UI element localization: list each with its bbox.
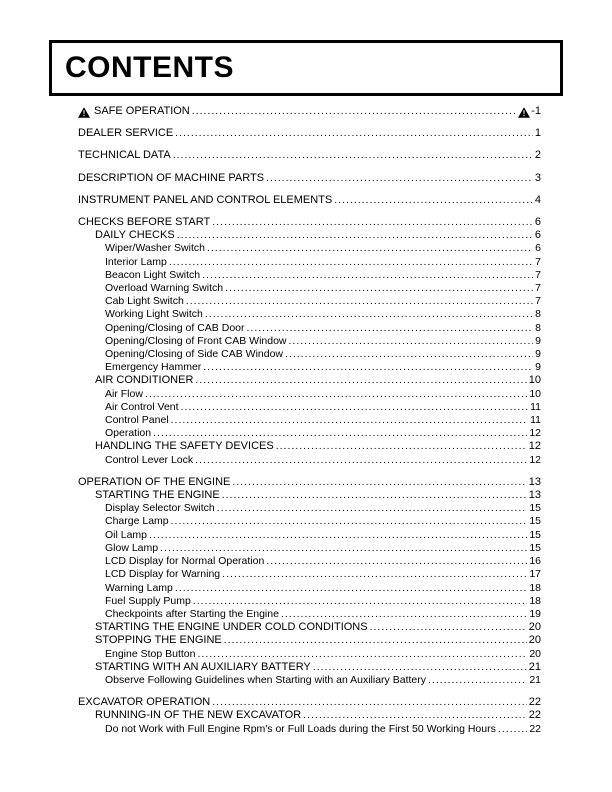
toc-leader-dots [498,723,527,736]
toc-entry-page: 12 [528,440,541,453]
toc-entry-page: 11 [530,414,541,427]
toc-entry [78,648,541,661]
toc-entry [78,661,541,674]
toc-leader-dots [205,308,533,321]
toc-entry-page: 18 [529,594,541,607]
toc-entry [78,454,541,467]
toc-leader-dots [334,194,533,207]
toc-entry [78,476,541,489]
toc-entry-label: Opening/Closing of Side CAB Window [105,348,284,361]
toc-entry-page: 11 [530,400,541,413]
toc-entry [78,555,541,568]
toc-entry-page: 22 [529,722,541,735]
toc-entry-label: HANDLING THE SAFETY DEVICES [95,440,274,453]
toc-entry [78,194,541,207]
toc-leader-dots [217,502,528,515]
toc-entry-label: Glow Lamp [105,541,159,554]
toc-entry [78,216,541,229]
toc-entry-label: SAFE OPERATION [78,105,190,118]
toc-leader-dots [192,105,516,118]
toc-entry-page: 2 [534,149,541,162]
toc-entry-page: 16 [529,555,541,568]
toc-entry-label: Do not Work with Full Engine Rpm's or Full Loads during the First 50 Working Hours [105,722,496,735]
toc-entry-page: -1 [518,105,541,118]
toc-entry-page: 6 [534,216,541,229]
toc-entry [78,542,541,555]
toc-entry [78,595,541,608]
toc-entry [78,229,541,242]
toc-entry-page: 13 [528,489,541,502]
toc-entry-page: 10 [529,387,541,400]
toc-entry-label: Operation [105,427,152,440]
toc-entry-page: 9 [535,334,541,347]
toc-entry [78,502,541,515]
toc-entry [78,489,541,502]
toc-entry-page: 3 [534,171,541,184]
toc-entry [78,374,541,387]
toc-entry-label: Air Control Vent [105,400,179,413]
toc-entry-label: Warning Lamp [105,581,173,594]
toc-leader-dots [171,515,528,528]
toc-entry-label: AIR CONDITIONER [95,374,194,387]
toc-entry [78,348,541,361]
toc-entry [78,621,541,634]
toc-entry-label: Oil Lamp [105,528,148,541]
toc-entry-page: 15 [529,502,541,515]
toc-leader-dots [207,242,533,255]
toc-leader-dots [153,427,527,440]
toc-leader-dots [195,374,526,387]
page-title: CONTENTS [65,51,234,84]
toc-leader-dots [186,295,533,308]
toc-entry [78,172,541,185]
toc-leader-dots [313,661,527,674]
toc-entry-label: STOPPING THE ENGINE [95,634,222,647]
toc-entry-label: CHECKS BEFORE START [78,216,211,229]
toc-leader-dots [289,335,534,348]
toc-entry-page: 6 [534,229,541,242]
toc-entry [78,149,541,162]
toc-leader-dots [173,149,533,162]
toc-entry [78,127,541,140]
toc-entry [78,723,541,736]
toc-entry-label: Cab Light Switch [105,295,184,308]
toc-entry-label: STARTING THE ENGINE UNDER COLD CONDITIONS [95,621,368,634]
toc-leader-dots [232,476,526,489]
toc-entry-label: Control Panel [105,414,169,427]
toc-leader-dots [202,269,533,282]
toc-entry-page: 7 [535,295,541,308]
warning-icon [518,107,530,118]
toc-entry-page: 9 [535,348,541,361]
toc-entry-page: 7 [535,282,541,295]
toc-list [78,105,541,736]
toc-entry [78,242,541,255]
toc-leader-dots [177,229,533,242]
toc-entry [78,634,541,647]
toc-entry-page: 7 [535,255,541,268]
toc-leader-dots [198,648,528,661]
toc-leader-dots [175,582,527,595]
toc-entry-page: 7 [535,268,541,281]
toc-leader-dots [212,216,533,229]
toc-leader-dots [303,709,527,722]
toc-entry [78,529,541,542]
toc-entry [78,568,541,581]
toc-entry-page: 12 [529,427,541,440]
toc-entry [78,361,541,374]
toc-entry-label: DESCRIPTION OF MACHINE PARTS [78,171,265,184]
toc-entry-page: 20 [528,621,541,634]
toc-entry-label: STARTING THE ENGINE [95,489,220,502]
toc-entry-page: 22 [528,709,541,722]
toc-entry-label: TECHNICAL DATA [78,149,171,162]
toc-entry [78,440,541,453]
toc-entry-page: 13 [528,475,541,488]
toc-leader-dots [193,595,528,608]
toc-entry [78,401,541,414]
toc-leader-dots [171,414,528,427]
toc-leader-dots [149,529,527,542]
toc-entry-label: Engine Stop Button [105,647,196,660]
toc-leader-dots [195,454,527,467]
toc-entry-page: 12 [529,453,541,466]
toc-entry [78,515,541,528]
toc-entry-label: LCD Display for Normal Operation [105,555,265,568]
toc-entry-page: 20 [528,634,541,647]
toc-entry-label: Air Flow [105,387,143,400]
toc-entry [78,608,541,621]
toc-entry-label: Beacon Light Switch [105,268,201,281]
toc-leader-dots [247,322,534,335]
toc-leader-dots [266,555,527,568]
toc-entry [78,709,541,722]
toc-entry [78,308,541,321]
toc-entry [78,427,541,440]
toc-leader-dots [203,361,533,374]
toc-entry-label: LCD Display for Warning [105,568,221,581]
toc-entry [78,269,541,282]
toc-entry-label: OPERATION OF THE ENGINE [78,475,231,488]
toc-entry-page: 17 [529,568,541,581]
toc-leader-dots [222,568,527,581]
toc-leader-dots [145,388,527,401]
toc-leader-dots [225,282,533,295]
toc-leader-dots [285,348,533,361]
toc-entry-page: 21 [528,660,541,673]
toc-entry-page: 6 [535,242,541,255]
toc-entry [78,282,541,295]
toc-entry [78,256,541,269]
toc-entry-label: Working Light Switch [105,308,203,321]
toc-entry-label: DAILY CHECKS [95,229,175,242]
toc-entry-label: INSTRUMENT PANEL AND CONTROL ELEMENTS [78,193,333,206]
toc-entry-page: 22 [528,696,541,709]
toc-leader-dots [212,696,527,709]
toc-entry [78,388,541,401]
toc-entry [78,414,541,427]
toc-leader-dots [181,401,529,414]
toc-leader-dots [160,542,527,555]
toc-entry-page: 1 [534,127,541,140]
toc-entry-label: EXCAVATOR OPERATION [78,696,211,709]
toc-entry [78,582,541,595]
toc-entry-page: 19 [529,607,541,620]
toc-leader-dots [281,608,527,621]
toc-entry-label: Wiper/Washer Switch [105,242,205,255]
toc-entry-page: 15 [529,541,541,554]
toc-entry-label: STARTING WITH AN AUXILIARY BATTERY [95,660,311,673]
toc-entry-page: 8 [535,321,541,334]
toc-entry-label: Emergency Hammer [105,361,202,374]
toc-entry-page: 20 [529,647,541,660]
toc-entry-label: Display Selector Switch [105,502,215,515]
toc-leader-dots [276,440,527,453]
toc-entry-page: 8 [535,308,541,321]
toc-leader-dots [222,489,527,502]
toc-entry-page: 21 [529,673,541,686]
toc-leader-dots [175,127,533,140]
toc-entry-page: 18 [529,581,541,594]
toc-entry-label: Observe Following Guidelines when Starting with an Auxiliary Battery [105,673,426,686]
toc-entry [78,674,541,687]
toc-entry-page: 4 [534,193,541,206]
toc-entry-label: Checkpoints after Starting the Engine [105,607,279,620]
toc-entry-page: 10 [528,374,541,387]
toc-entry [78,696,541,709]
toc-entry-label: Fuel Supply Pump [105,594,191,607]
toc-entry-page: 9 [535,361,541,374]
toc-entry-label: Opening/Closing of CAB Door [105,321,245,334]
warning-icon [78,107,90,118]
toc-leader-dots [428,674,527,687]
toc-entry-label: RUNNING-IN OF THE NEW EXCAVATOR [95,709,302,722]
toc-leader-dots [169,256,533,269]
toc-leader-dots [370,621,527,634]
toc-entry-label: DEALER SERVICE [78,127,174,140]
toc-entry [78,322,541,335]
toc-entry-label: Charge Lamp [105,515,169,528]
toc-leader-dots [224,634,527,647]
toc-entry-page: 15 [529,528,541,541]
toc-entry-label: Control Lever Lock [105,453,194,466]
toc-entry-label: Overload Warning Switch [105,282,224,295]
toc-entry-label: Interior Lamp [105,255,167,268]
toc-entry [78,335,541,348]
toc-entry [78,295,541,308]
toc-entry [78,105,541,118]
toc-entry-label: Opening/Closing of Front CAB Window [105,334,287,347]
toc-leader-dots [266,172,533,185]
contents-header-box [49,40,563,96]
toc-entry-page: 15 [529,515,541,528]
